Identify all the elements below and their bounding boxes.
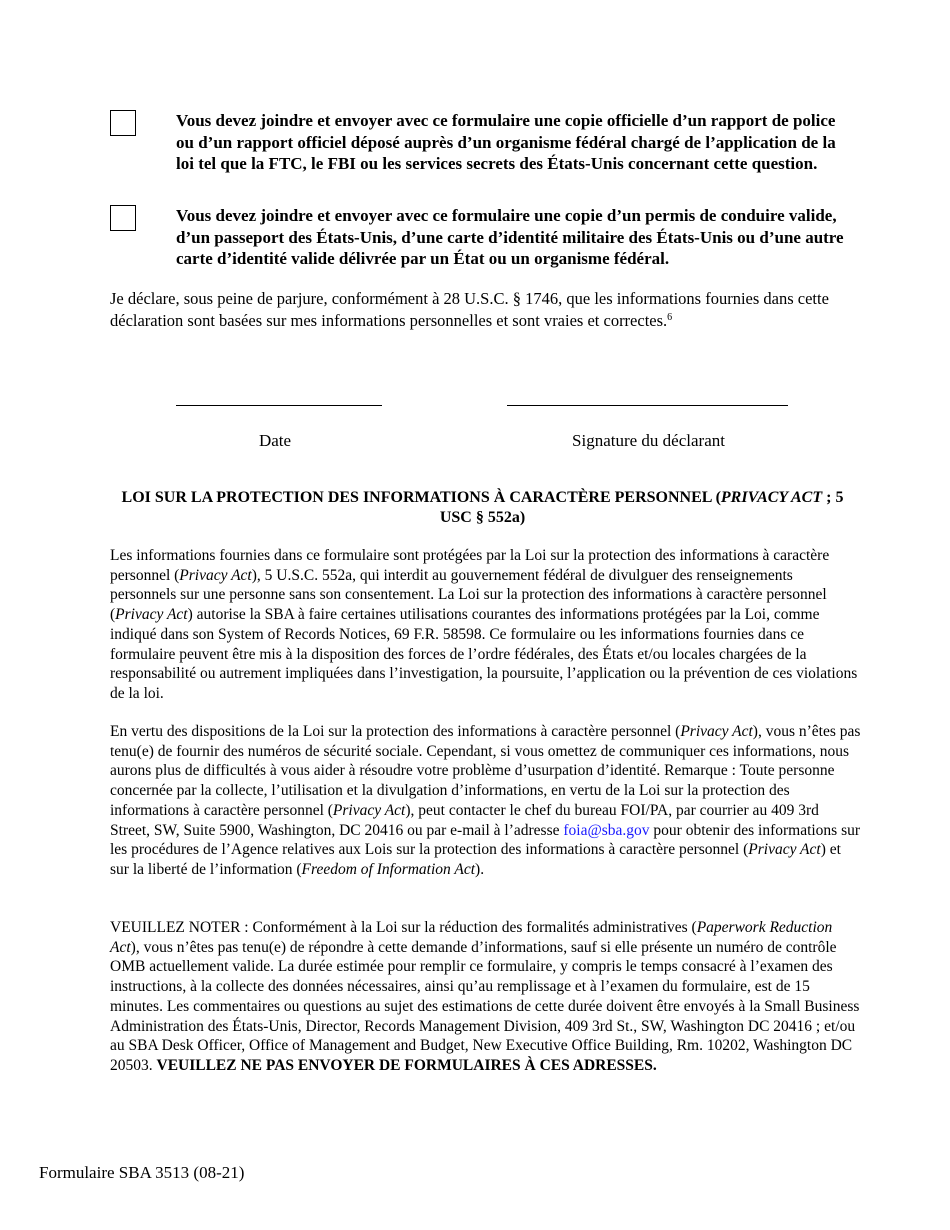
p1-italic-1: Privacy Act bbox=[179, 566, 252, 584]
p2-text-2: ), vous n’êtes pas tenu(e) de fournir des numéros de sécurité sociale. Cependant, si vous omettez de communiquer ces informations, nous aurons plus de difficultés à vous aider à résoudre votre problème d’usurpation d’identité. Remarque : Toute personne concernée par la collecte, l’utilisation et la divulgation d’informations, en vertu de la Loi sur la protection des informations à caractère personnel ( bbox=[110, 723, 861, 819]
checkbox-row-identity-document bbox=[110, 205, 855, 273]
police-report-checkbox-label: Vous devez joindre et envoyer avec ce formulaire une copie officielle d’un rapport de police ou d’un rapport officiel déposé auprès d’un organisme fédéral chargé de l’application de la loi tel que la FTC, le FBI ou les services secrets des États-Unis concernant cette question. bbox=[176, 111, 836, 173]
paperwork-reduction-paragraph bbox=[110, 918, 862, 1076]
police-report-checkbox[interactable] bbox=[110, 110, 136, 136]
date-input-line[interactable] bbox=[176, 405, 382, 406]
heading-text-part2: ; 5 USC § 552a) bbox=[439, 489, 844, 526]
heading-text-part1: LOI SUR LA PROTECTION DES INFORMATIONS À CARACTÈRE PERSONNEL ( bbox=[121, 489, 721, 506]
declaration-text: Je déclare, sous peine de parjure, conformément à 28 U.S.C. § 1746, que les informations fournies dans cette déclaration sont basées sur mes informations personnelles et sont vraies et correctes. bbox=[110, 289, 829, 330]
p2-text-3: ), peut contacter le chef du bureau FOI/PA, par courrier au 409 3rd Street, SW, Suite 5900, Washington, DC 20416 ou par e-mail à l’adresse bbox=[110, 801, 819, 839]
privacy-paragraph-1 bbox=[110, 546, 862, 704]
privacy-act-heading bbox=[110, 488, 855, 528]
p2-italic-4: Freedom of Information Act bbox=[301, 860, 476, 878]
p1-text-1: Les informations fournies dans ce formulaire sont protégées par la Loi sur la protection des informations à caractère personnel ( bbox=[110, 547, 830, 584]
p2-italic-3: Privacy Act bbox=[748, 841, 821, 859]
p3-bold-warning: VEUILLEZ NE PAS ENVOYER DE FORMULAIRES À CES ADRESSES. bbox=[156, 1056, 657, 1074]
p1-text-2: ), 5 U.S.C. 552a, qui interdit au gouvernement fédéral de divulguer des renseignements personnels sur une personne sans son consentement. La Loi sur la protection des informations à caractère personnel ( bbox=[110, 566, 827, 624]
p2-text-4: pour obtenir des informations sur les procédures de l’Agence relatives aux Lois sur la protection des informations à caractère personnel ( bbox=[110, 821, 861, 859]
p3-text-1: VEUILLEZ NOTER : Conformément à la Loi sur la réduction des formalités administratives ( bbox=[110, 919, 697, 936]
p1-text-3: ) autorise la SBA à faire certaines utilisations courantes des informations protégées par la Loi, comme indiqué dans son System of Records Notices, 69 F.R. 58598. Ce formulaire ou les informations fournies dans ce formulaire peuvent être mis à la disposition des forces de l’ordre fédérales, des États et/ou locales chargées de la responsabilité ou autrement impliquées dans l’investigation, la poursuite, l’application ou la prévention de ces violations de la loi. bbox=[110, 606, 858, 702]
heading-text-italic: PRIVACY ACT bbox=[720, 489, 823, 506]
p2-italic-1: Privacy Act bbox=[680, 723, 753, 740]
p3-italic-1: Paperwork Reduction Act bbox=[110, 919, 833, 956]
foia-email-link[interactable]: foia@sba.gov bbox=[563, 821, 650, 839]
privacy-paragraph-2 bbox=[110, 722, 862, 880]
p2-text-6: ). bbox=[475, 860, 485, 878]
form-id-footer: Formulaire SBA 3513 (08-21) bbox=[39, 1163, 245, 1182]
identity-document-checkbox-label: Vous devez joindre et envoyer avec ce formulaire une copie d’un permis de conduire valide, d’un passeport des États-Unis, d’une carte d’identité militaire des États-Unis ou d’une autre carte d’identité valide délivrée par un État ou un organisme fédéral. bbox=[176, 206, 844, 268]
signature-label: Signature du déclarant bbox=[572, 431, 725, 450]
p1-italic-2: Privacy Act bbox=[115, 606, 188, 624]
declaration-footnote-ref: 6 bbox=[667, 312, 673, 323]
p2-text-5: ) et sur la liberté de l’information ( bbox=[110, 841, 841, 878]
signature-input-line[interactable] bbox=[507, 405, 788, 406]
identity-document-checkbox[interactable] bbox=[110, 205, 136, 231]
checkbox-row-police-report bbox=[110, 110, 855, 200]
p2-text-1: En vertu des dispositions de la Loi sur la protection des informations à caractère personnel ( bbox=[110, 723, 681, 740]
p2-italic-2: Privacy Act bbox=[332, 801, 406, 819]
perjury-declaration bbox=[110, 288, 855, 332]
date-label: Date bbox=[258, 431, 292, 450]
p3-text-2: ), vous n’êtes pas tenu(e) de répondre à cette demande d’informations, sauf si elle présente un numéro de contrôle OMB actuellement valide. La durée estimée pour remplir ce formulaire, y compris le temps consacré à l’examen des instructions, à la collecte des données nécessaires, ainsi qu’au remplissage et à l’examen du formulaire, est de 15 minutes. Les commentaires ou questions au sujet des estimations de cette durée doivent être envoyés à la Small Business Administration des États-Unis, Director, Records Management Division, 409 3rd St., SW, Washington DC 20416 ; et/ou au SBA Desk Officer, Office of Management and Budget, New Executive Office Building, Rm. 10202, Washington DC 20503. bbox=[110, 938, 860, 1074]
